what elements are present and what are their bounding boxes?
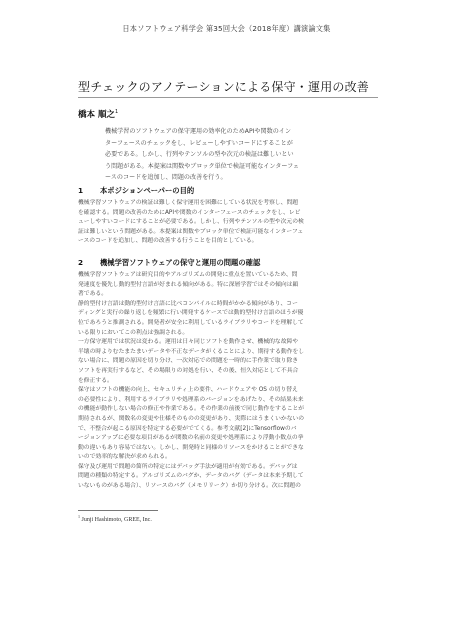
abstract-line: 必要である。しかし、行列やテンソルの型や次元の検証は難しいとい xyxy=(105,151,294,158)
section-heading xyxy=(78,186,378,196)
footnote xyxy=(78,514,152,523)
title-rule xyxy=(78,97,378,98)
author-footnote-mark: 1 xyxy=(114,109,119,116)
body-line: 問題の種類の特定する。アルゴリズムのバグか、データのバグ（データは本来予期して xyxy=(78,473,304,480)
footnote-rule xyxy=(78,510,158,511)
body-line: ースのコードを追加し、問題の改善する行うことを目的としている。 xyxy=(78,238,258,245)
footnote-mark: 1 xyxy=(78,514,80,519)
body-line: 証は難しいという問題がある。本提案は関数やブロック単位で検証可能なインターフェ xyxy=(78,228,304,235)
paper-title: 型チェックのアノテーションによる保守・運用の改善 xyxy=(78,80,370,94)
proceedings-header: 日本ソフトウェア科学会 第35回大会（2018年度）講演論文集 xyxy=(122,24,331,33)
body-line: いないものがある場合）、リソースのバグ（メモリリーク）か切り分ける。次に問題の xyxy=(78,483,301,490)
section-number: 2 xyxy=(78,258,84,267)
section-title: 機械学習ソフトウェアの保守と運用の問題の確認 xyxy=(100,258,261,267)
body-line: 機械学習ソフトウェアは研究目的やアルゴリズムの開発に重点を置いているため、問 xyxy=(78,272,298,278)
body-line: いる限りにおいてこの利点は強調される。 xyxy=(78,329,189,336)
body-line: 動の違いもあり容易ではない。しかし、開発時と同様のリソースをかけることができな xyxy=(78,444,304,451)
body-line: の必要性により、利用するライブラリや処理系のバージョンをあげたり、その結果未来 xyxy=(78,396,304,403)
section-title: 本ポジションペーパーの目的 xyxy=(100,186,195,195)
section-2 xyxy=(78,258,378,492)
body-line: ディングと実行の繰り返しを頻繁に行い開発するケースでは動的型付け言語のほうが優 xyxy=(78,310,304,317)
body-line: を修正する。 xyxy=(78,377,113,384)
body-line: 位であろうと推測される。開発者が安全に利用しているライブラリやコードを理解して xyxy=(78,319,304,326)
abstract-line: 機械学習のソフトウェアの保守運用の効率化のためAPIや関数のイン xyxy=(105,128,291,135)
body-line: の機能が動作しない場合の修正や作業である。その作業の前後で同じ動作をすることが xyxy=(78,406,305,413)
abstract xyxy=(105,126,355,184)
body-line: 静的型付け言語は動的型付け言語に比べコンパイルに時間がかかる傾向があり、コー xyxy=(78,300,298,307)
body-line: いので効率的な解決が求められる。 xyxy=(78,454,171,461)
body-line: 著である。 xyxy=(78,291,107,298)
body-line: ソフトを再実行するなど、その場限りの対処を行い、その後、恒久対応として不具合 xyxy=(78,367,299,374)
body-line: ない場合に、問題の原因を切り分け、一次対応での問題を一時的に手作業で取り除き xyxy=(78,358,299,365)
body-line: 発速度を優先し動的型付言語が好まれる傾向がある。特に深層学習ではその傾向は顕 xyxy=(78,281,299,288)
footnote-text: Junji Hashimoto, GREE, Inc. xyxy=(81,517,152,523)
body-line: 保守はソフトの機能の向上、セキュリティ上の要件、ハードウェアや OS の切り替え xyxy=(78,387,298,394)
body-line: で、不整合が起こる原因を特定する必要がでてくる。参考文献[2]にTensorflowのバ xyxy=(78,425,297,432)
body-line: ューしやすいコードにすることが必要である。しかし、行列やテンソルの型や次元の検 xyxy=(78,219,304,226)
body-line: 保守及び運用で問題の箇所の特定にはデバッグ手法が適用が有効である。デバッグは xyxy=(78,463,298,470)
body-line: を確認する。問題の改善のためにAPIや関数のインターフェースのチェックをし、レビ xyxy=(78,209,301,216)
section-body xyxy=(78,199,378,247)
abstract-line: ースのコードを追加し、問題の改善を行う。 xyxy=(105,174,227,181)
section-1 xyxy=(78,186,378,247)
body-line: ージョンアップに必要な項目があるが関数の名前の変更や処理系により浮動小数点の挙 xyxy=(78,435,304,442)
body-line: 半壊の時よりむたまたまいデータや不正なデータがくることにより、期待する動作をし xyxy=(78,348,305,355)
section-number: 1 xyxy=(78,186,84,195)
body-line: 機械学習ソフトウェアの検証は難しく保守運用を困難にしている状況を考察し、問題 xyxy=(78,200,299,206)
abstract-line: ターフェースのチェックをし、レビューしやすいコードにすることが xyxy=(105,139,293,147)
body-line: 期待されるが、関数名の変更や仕様そのものの変更があり、実際にはうまくいかないの xyxy=(78,415,305,422)
section-heading xyxy=(78,258,378,268)
author-name-text: 橋本 順之 xyxy=(78,110,115,120)
author-name xyxy=(78,108,118,120)
section-body xyxy=(78,271,378,492)
body-line: 一方保守運用では状況は変わる。運用は日々同じソフトを動作させ、機械的な故障や xyxy=(78,339,299,346)
abstract-line: う問題がある。本提案は関数やブロック単位で検証可能なインターフェ xyxy=(105,162,300,170)
